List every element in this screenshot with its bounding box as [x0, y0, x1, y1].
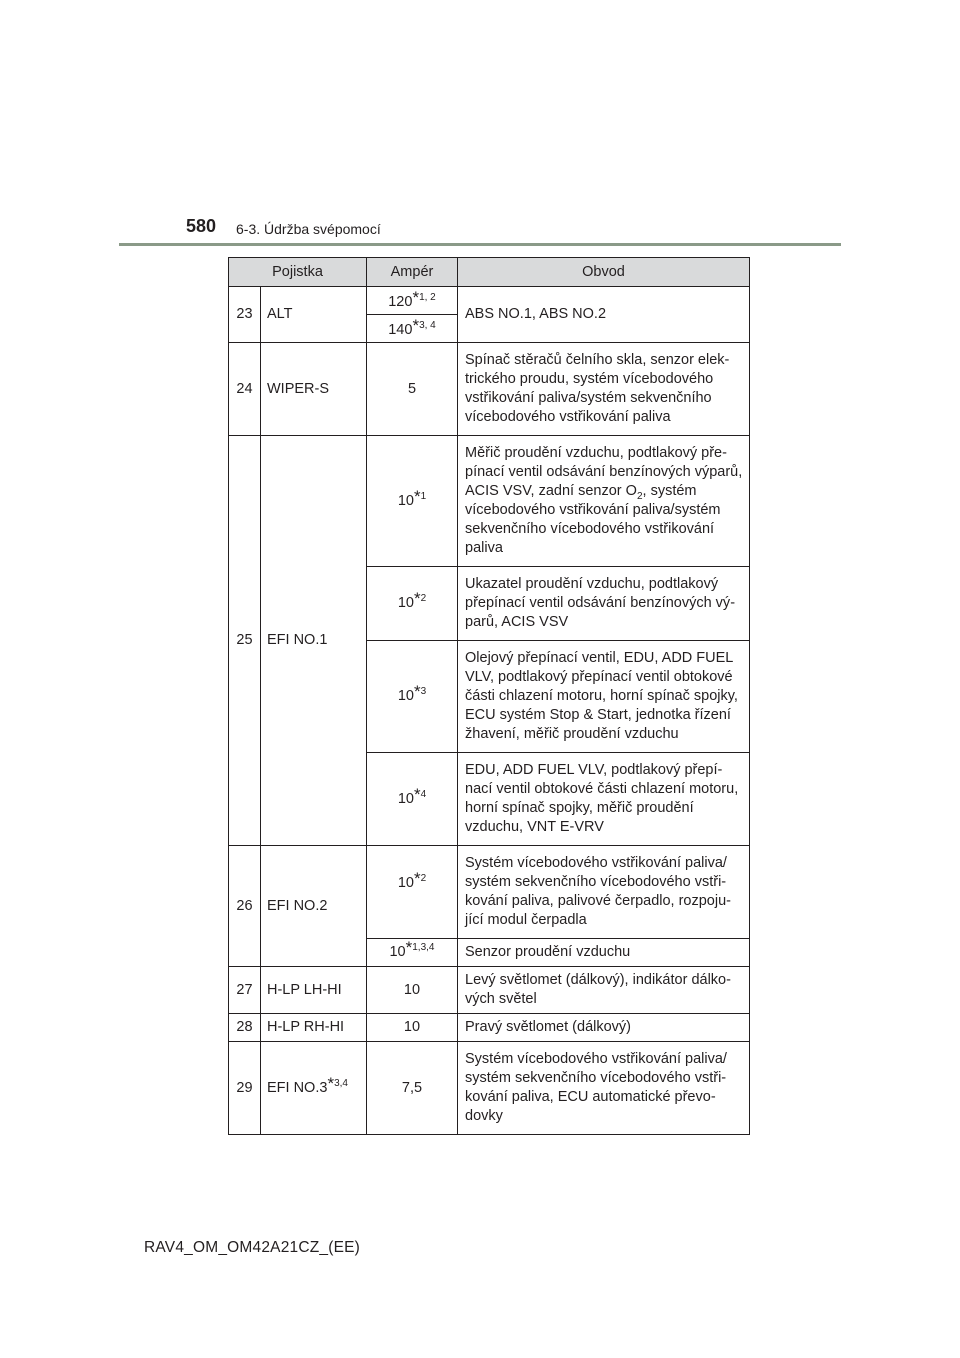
ampere-value: 10 — [367, 967, 458, 1014]
circuit-cell: Olejový přepínací ventil, EDU, ADD FUEL VLV, podtlakový přepínací ventil obtokové části chlazení motoru, horní spínač spojky, ECU systém Stop & Start, jednotka řízení žhavení, měřič proudění vzduchu — [458, 641, 750, 753]
ampere-value: 10 — [397, 688, 414, 704]
table-row-27 — [229, 967, 750, 1014]
footnote-mark: *3,4 — [327, 1073, 348, 1093]
fuse-number: 29 — [229, 1042, 261, 1135]
ampere-value: 10 — [397, 492, 414, 509]
circuit-cell: ABS NO.1, ABS NO.2 — [458, 287, 750, 343]
circuit-cell: Měřič proudění vzduchu, podtlakový přepínací ventil odsávání benzínových výparů, ACIS VSV, zadní senzor $O_2$, systém vícebodového vstřikování paliva/systém sekvenčního vícebodového vstřikování paliva — [458, 436, 750, 567]
ampere-value: 5 — [367, 343, 458, 436]
ampere-value: 10 — [397, 595, 414, 611]
fuse-number: 24 — [229, 343, 261, 436]
fuse-name: EFI NO.3 — [267, 1079, 328, 1096]
ampere-value: 10 — [397, 875, 414, 891]
circuit-cell: Systém vícebodového vstřikování paliva/ systém sekvenčního vícebodového vstřikování paliva, ECU automatické převodovky — [458, 1042, 750, 1135]
ampere-value: 140 — [388, 322, 413, 338]
table-row-29 — [229, 1042, 750, 1135]
fuse-name: ALT — [261, 287, 367, 343]
footnote-mark: *2 — [413, 589, 427, 608]
footnote-mark: *2 — [413, 869, 427, 888]
circuit-cell: Spínač stěračů čelního skla, senzor elektrického proudu, systém vícebodového vstřikování paliva/systém sekvenčního vícebodového vstřikování paliva — [458, 343, 750, 436]
footnote-mark: *1,3,4 — [405, 938, 435, 957]
ampere-cell — [367, 753, 458, 846]
circuit-cell: Senzor proudění vzduchu — [458, 939, 750, 967]
circuit-cell: Systém vícebodového vstřikování paliva/ systém sekvenčního vícebodového vstřikování paliva, palivové čerpadlo, rozpojující modul čerpadla — [458, 846, 750, 939]
ampere-value: 120 — [388, 294, 413, 310]
circuit-cell: Ukazatel proudění vzduchu, podtlakový přepínací ventil odsávání benzínových výparů, ACIS VSV — [458, 567, 750, 641]
ampere-value: 10 — [397, 790, 414, 807]
table-row-23 — [229, 287, 750, 315]
footnote-mark: *4 — [413, 784, 427, 804]
fuse-number: 25 — [229, 436, 261, 846]
col-header-circuit: Obvod — [458, 258, 750, 287]
ampere-cell — [367, 939, 458, 967]
header-rule — [119, 243, 841, 246]
col-header-fuse: Pojistka — [229, 258, 367, 287]
fuse-name: WIPER-S — [261, 343, 367, 436]
ampere-cell — [367, 315, 458, 343]
table-row-25 — [229, 436, 750, 567]
ampere-cell — [367, 567, 458, 641]
fuse-name: EFI NO.1 — [261, 436, 367, 846]
footnote-mark: *3, 4 — [412, 316, 436, 335]
fuse-number: 28 — [229, 1014, 261, 1042]
page-number: 580 — [186, 216, 217, 236]
fuse-name: H-LP RH-HI — [261, 1014, 367, 1042]
circuit-cell: Levý světlomet (dálkový), indikátor dálkových světel — [458, 967, 750, 1014]
footnote-mark: *1 — [413, 486, 427, 506]
ampere-cell — [367, 846, 458, 939]
fuse-name-cell — [261, 1042, 367, 1135]
ampere-value: 10 — [367, 1014, 458, 1042]
circuit-cell: Pravý světlomet (dálkový) — [458, 1014, 750, 1042]
table-row-26 — [229, 846, 750, 939]
fuse-number: 27 — [229, 967, 261, 1014]
ampere-value: 10 — [389, 944, 406, 960]
ampere-cell — [367, 436, 458, 567]
footnote-mark: *1, 2 — [412, 288, 436, 307]
circuit-cell: EDU, ADD FUEL VLV, podtlakový přepínací ventil obtokové části chlazení motoru, horní spínač spojky, měřič proudění vzduchu, VNT E-VRV — [458, 753, 750, 846]
document-code: RAV4_OM_OM42A21CZ_(EE) — [144, 1239, 361, 1256]
fuse-number: 23 — [229, 287, 261, 343]
section-title: 6-3. Údržba svépomocí — [236, 221, 381, 237]
ampere-cell — [367, 641, 458, 753]
table-row-28 — [229, 1014, 750, 1042]
fuse-name: EFI NO.2 — [261, 846, 367, 967]
fuse-name: H-LP LH-HI — [261, 967, 367, 1014]
table-header-row — [229, 258, 750, 287]
ampere-value: 7,5 — [367, 1042, 458, 1135]
ampere-cell — [367, 287, 458, 315]
footnote-mark: *3 — [413, 682, 427, 701]
table-row-24 — [229, 343, 750, 436]
fuse-table — [228, 257, 750, 1135]
fuse-number: 26 — [229, 846, 261, 967]
col-header-ampere: Ampér — [367, 258, 458, 287]
